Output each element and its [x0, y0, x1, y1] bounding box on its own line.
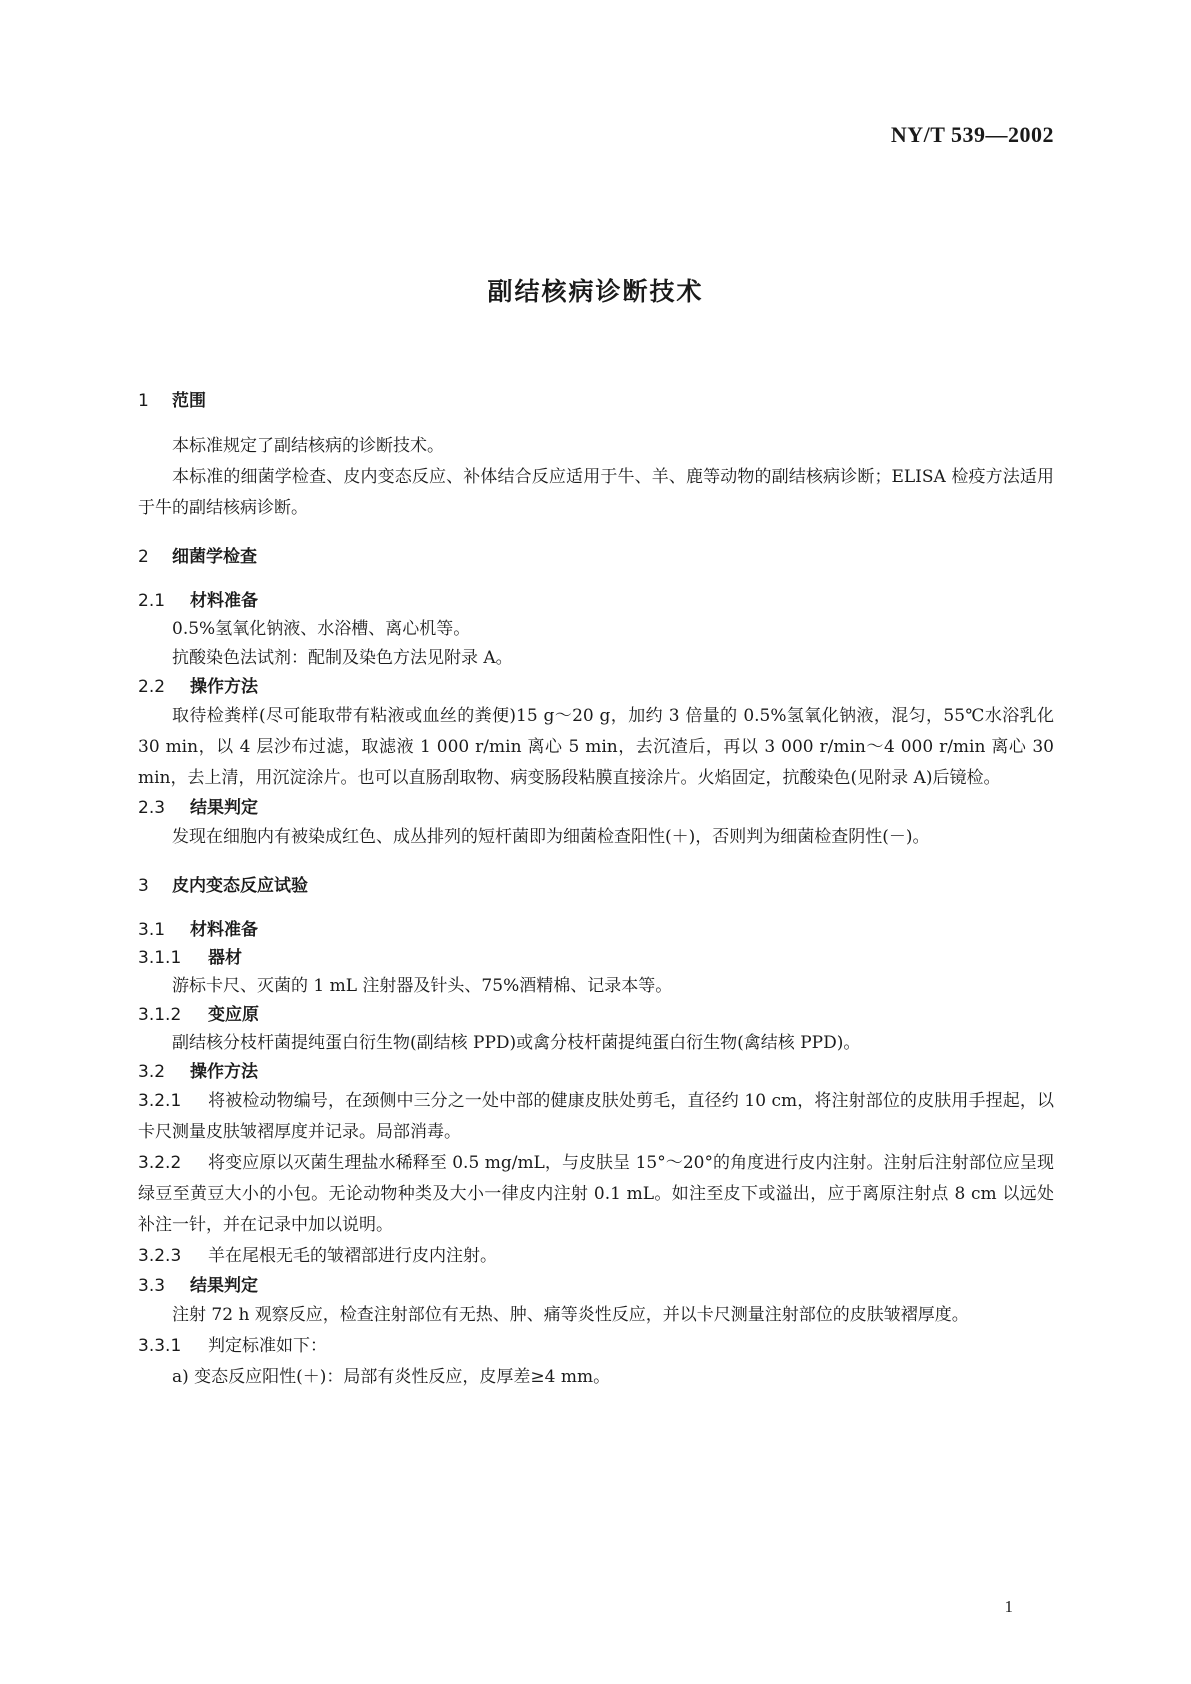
clause-text: 将被检动物编号，在颈侧中三分之一处中部的健康皮肤处剪毛，直径约 10 cm，将注射部位的皮肤用手捏起，以卡尺测量皮肤皱褶厚度并记录。局部消毒。	[138, 1091, 1054, 1142]
paragraph: 游标卡尺、灭菌的 1 mL 注射器及针头、75%酒精棉、记录本等。	[172, 976, 673, 996]
subsection-title: 变应原	[208, 1005, 259, 1025]
subsection-title: 结果判定	[190, 1276, 258, 1296]
subsection-2-1-heading	[138, 587, 1054, 615]
subsection-title: 器材	[208, 948, 242, 968]
paragraph: 副结核分枝杆菌提纯蛋白衍生物(副结核 PPD)或禽分枝杆菌提纯蛋白衍生物(禽结核 PPD)。	[172, 1033, 861, 1053]
subsection-number: 2.1	[138, 591, 166, 611]
subsection-title: 操作方法	[190, 1062, 258, 1082]
section-title: 细菌学检查	[172, 547, 257, 567]
subsection-title: 材料准备	[190, 591, 258, 611]
subsection-2-3-heading	[138, 794, 1054, 822]
section-number: 1	[138, 391, 149, 411]
subsection-number: 3.3	[138, 1276, 166, 1296]
subsection-2-2-heading	[138, 673, 1054, 701]
section-number: 2	[138, 547, 149, 567]
section-title: 皮内变态反应试验	[172, 876, 308, 896]
subsection-3-2-heading	[138, 1058, 1054, 1086]
paragraph: 本标准规定了副结核病的诊断技术。	[172, 436, 444, 456]
page-number: 1	[1004, 1597, 1013, 1616]
clause-3-2-1	[138, 1086, 1054, 1148]
section-3-heading	[138, 871, 1054, 902]
clause-text: 将变应原以灭菌生理盐水稀释至 0.5 mg/mL，与皮肤呈 15°～20°的角度进行皮内注射。注射后注射部位应呈现绿豆至黄豆大小的小包。无论动物种类及大小一律皮内注射 0.1 mL。如注至皮下或溢出，应于离原注射点 8 cm 以远处补注一针，并在记录中加以说明。	[138, 1153, 1054, 1235]
subsection-3-1-heading	[138, 916, 1054, 944]
subsection-3-1-1-heading	[138, 944, 1054, 972]
section-2-heading	[138, 542, 1054, 573]
list-item: a) 变态反应阳性(＋)：局部有炎性反应，皮厚差≥4 mm。	[172, 1367, 611, 1387]
subsection-number: 2.2	[138, 677, 166, 697]
clause-number: 3.3.1	[138, 1336, 182, 1356]
clause-number: 3.2.3	[138, 1246, 182, 1266]
clause-3-2-3	[138, 1241, 1054, 1272]
clause-3-2-2	[138, 1148, 1054, 1241]
clause-text: 羊在尾根无毛的皱褶部进行皮内注射。	[208, 1246, 497, 1266]
subsection-3-3-heading	[138, 1272, 1054, 1300]
section-title: 范围	[172, 391, 206, 411]
paragraph: 发现在细胞内有被染成红色、成丛排列的短杆菌即为细菌检查阳性(＋)，否则判为细菌检查阴性(－)。	[172, 827, 930, 847]
paragraph: 抗酸染色法试剂：配制及染色方法见附录 A。	[172, 648, 513, 668]
subsection-number: 3.1.2	[138, 1005, 182, 1025]
subsection-title: 操作方法	[190, 677, 258, 697]
paragraph: 本标准的细菌学检查、皮内变态反应、补体结合反应适用于牛、羊、鹿等动物的副结核病诊断；ELISA 检疫方法适用于牛的副结核病诊断。	[138, 467, 1054, 518]
document-body	[138, 386, 1054, 1393]
paragraph: 取待检粪样(尽可能取带有粘液或血丝的粪便)15 g～20 g，加约 3 倍量的 0.5%氢氧化钠液，混匀，55℃水浴乳化 30 min，以 4 层沙布过滤，取滤液 1 000 r/min 离心 5 min，去沉渣后，再以 3 000 r/min～4 000 r/min 离心 30 min，去上清，用沉淀涂片。也可以直肠刮取物、病变肠段粘膜直接涂片。火焰固定，抗酸染色(见附录 A)后镜检。	[138, 706, 1054, 788]
subsection-number: 3.2	[138, 1062, 166, 1082]
clause-number: 3.2.1	[138, 1091, 182, 1111]
subsection-number: 3.1.1	[138, 948, 182, 968]
section-1-heading	[138, 386, 1054, 417]
clause-3-3-1	[138, 1331, 1054, 1362]
subsection-3-1-2-heading	[138, 1001, 1054, 1029]
paragraph: 注射 72 h 观察反应，检查注射部位有无热、肿、痛等炎性反应，并以卡尺测量注射部位的皮肤皱褶厚度。	[172, 1305, 969, 1325]
document-title: 副结核病诊断技术	[487, 277, 704, 306]
subsection-title: 材料准备	[190, 920, 258, 940]
standard-number: NY/T 539—2002	[890, 122, 1054, 147]
subsection-number: 2.3	[138, 798, 166, 818]
clause-number: 3.2.2	[138, 1153, 182, 1173]
section-number: 3	[138, 876, 149, 896]
subsection-title: 结果判定	[190, 798, 258, 818]
subsection-number: 3.1	[138, 920, 166, 940]
clause-text: 判定标准如下：	[208, 1336, 327, 1356]
paragraph: 0.5%氢氧化钠液、水浴槽、离心机等。	[172, 619, 471, 639]
